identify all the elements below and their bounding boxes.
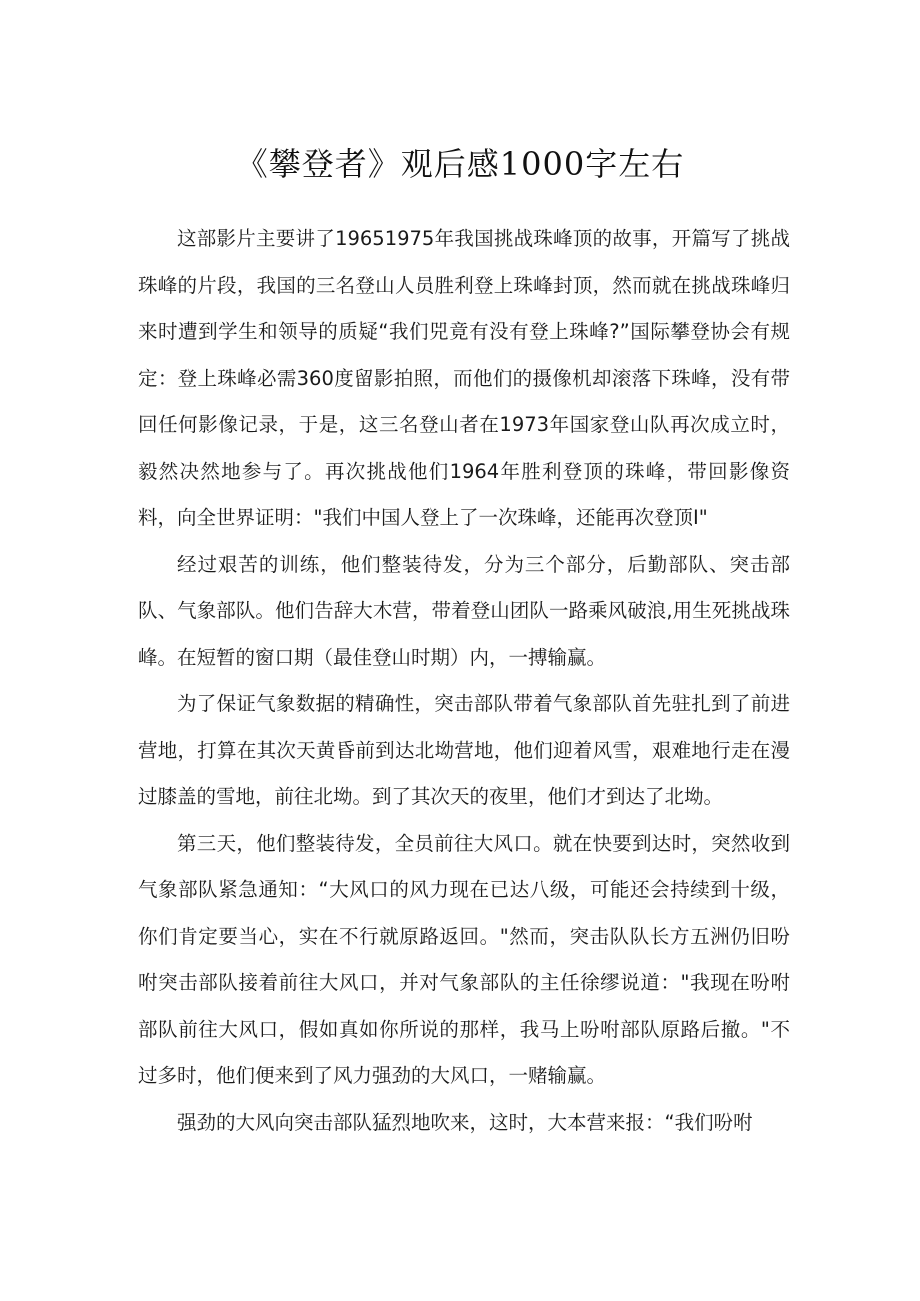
paragraph-2: 经过艰苦的训练，他们整装待发，分为三个部分，后勤部队、突击部队、气象部队。他们告辞大木营，带着登山团队一路乘风破浪,用生死挑战珠峰。在短暂的窗口期（最佳登山时期）内，一搏输赢。	[138, 552, 790, 669]
document-body	[138, 216, 790, 1146]
paragraph-1: 这部影片主要讲了19651975年我国挑战珠峰顶的故事，开篇写了挑战珠峰的片段，我国的三名登山人员胜利登上珠峰封顶，然而就在挑战珠峰归来时遭到学生和领导的质疑“我们兕竟有没有登上珠峰?”国际攀登协会有规定：登上珠峰必需360度留影拍照，而他们的摄像机却滚落下珠峰，没有带回任何影像记录，于是，这三名登山者在1973年国家登山队再次成立时，毅然决然地参与了。再次挑战他们1964年胜利登顶的珠峰，带回影像资料，向全世界证明："我们中国人登上了一次珠峰，还能再次登顶I"	[138, 227, 790, 529]
paragraph-3: 为了保证气象数据的精确性，突击部队带着气象部队首先驻扎到了前进营地，打算在其次天黄昏前到达北坳营地，他们迎着风雪，艰难地行走在漫过膝盖的雪地，前往北坳。到了其次天的夜里，他们才到达了北坳。	[138, 692, 790, 808]
paragraph-4: 第三天，他们整装待发，全员前往大风口。就在快要到达时，突然收到气象部队紧急通知：“大风口的风力现在已达八级，可能还会持续到十级，你们肯定要当心，实在不行就原路返回。"然而，突击队队长方五洲仍旧吩咐突击部队接着前往大风口，并对气象部队的主任徐缪说道："我现在吩咐部队前往大风口，假如真如你所说的那样，我马上吩咐部队原路后撤。"不过多时，他们便来到了风力强劲的大风口，一赌输赢。	[138, 831, 790, 1087]
paragraph-5: 强劲的大风向突击部队猛烈地吹来，这时，大本营来报：“我们吩咐	[177, 1110, 753, 1134]
document-title: 《攀登者》观后感1000字左右	[235, 145, 685, 183]
